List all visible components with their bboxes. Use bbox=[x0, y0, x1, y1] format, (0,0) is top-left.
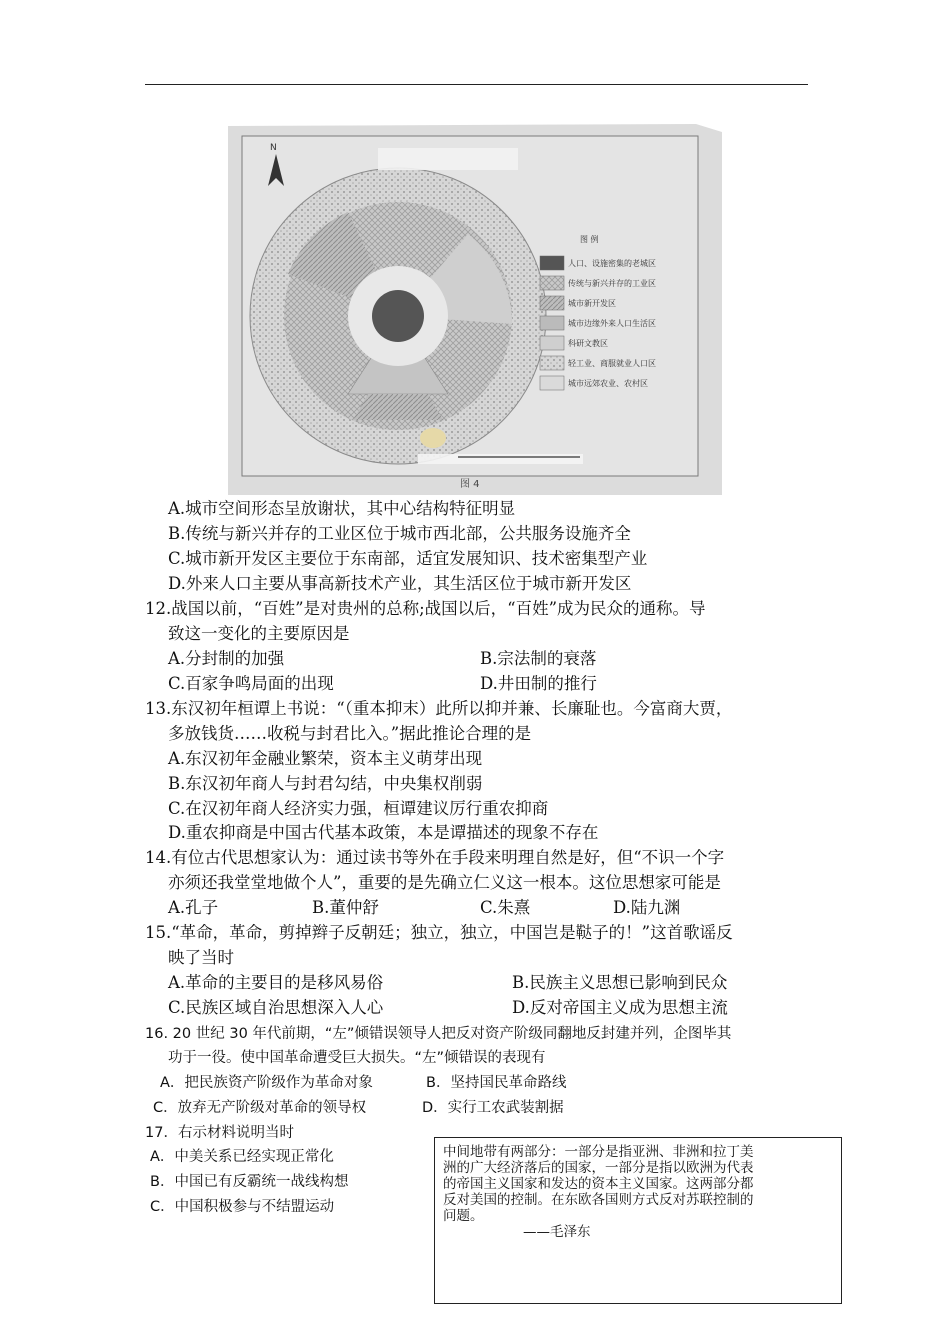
material-quote-box bbox=[434, 1137, 842, 1304]
q13-option-a: A.东汉初年金融业繁荣，资本主义萌芽出现 bbox=[168, 749, 483, 768]
q15-option-a: A.革命的主要目的是移风易俗 bbox=[168, 973, 384, 992]
header-rule bbox=[145, 84, 808, 85]
q14-stem-line1: 14.有位古代思想家认为：通过读书等外在手段来明理自然是好，但“不识一个字 bbox=[145, 848, 725, 867]
figure-caption: 图 4 bbox=[460, 479, 480, 490]
q12-option-d: D.井田制的推行 bbox=[480, 674, 597, 693]
q16-stem-line1: 16. 20 世纪 30 年代前期，“左”倾错误领导人把反对资产阶级同翻地反封建并列，企图毕其 bbox=[145, 1026, 732, 1042]
q13-stem-line2: 多放钱货……收税与封君比入。”据此推论合理的是 bbox=[168, 724, 532, 743]
q13-option-c: C.在汉初年商人经济实力强，桓谭建议厉行重农抑商 bbox=[168, 799, 549, 818]
quote-line-2: 洲的广大经济落后的国家，一部分是指以欧洲为代表 bbox=[443, 1160, 754, 1176]
q12-option-a: A.分封制的加强 bbox=[168, 649, 285, 668]
q14-stem-line2: 亦须还我堂堂地做个人”，重要的是先确立仁义这一根本。这位思想家可能是 bbox=[168, 873, 721, 892]
q12-stem-line1: 12.战国以前，“百姓”是对贵州的总称;战国以后，“百姓”成为民众的通称。导 bbox=[145, 599, 706, 618]
q12-option-c: C.百家争鸣局面的出现 bbox=[168, 674, 334, 693]
q17-option-b: B．中国已有反霸统一战线构想 bbox=[150, 1174, 349, 1190]
legend-item-3: 城市新开发区 bbox=[568, 299, 616, 308]
quote-line-4: 反对美国的控制。在东欧各国则方式反对苏联控制的 bbox=[443, 1192, 754, 1208]
q16-stem-line2: 功于一役。使中国革命遭受巨大损失。“左”倾错误的表现有 bbox=[168, 1050, 546, 1066]
quote-line-1: 中间地带有两部分：一部分是指亚洲、非洲和拉丁美 bbox=[443, 1144, 754, 1160]
zone-old-city bbox=[372, 290, 424, 342]
legend-title: 图 例 bbox=[580, 235, 599, 244]
q15-stem-line2: 映了当时 bbox=[168, 948, 234, 967]
q14-option-a: A.孔子 bbox=[168, 898, 219, 917]
q17-option-c: C．中国积极参与不结盟运动 bbox=[150, 1199, 335, 1215]
q14-option-d: D.陆九渊 bbox=[613, 898, 681, 917]
q11-option-a: A.城市空间形态呈放谢状，其中心结构特征明显 bbox=[168, 499, 516, 518]
zone-patch bbox=[420, 428, 446, 448]
q15-option-b: B.民族主义思想已影响到民众 bbox=[512, 973, 728, 992]
q15-option-d: D.反对帝国主义成为思想主流 bbox=[512, 998, 728, 1017]
q16-option-a: A．把民族资产阶级作为革命对象 bbox=[160, 1075, 373, 1091]
legend-item-1: 人口、设施密集的老城区 bbox=[568, 259, 656, 268]
q17-stem: 17．右示材料说明当时 bbox=[145, 1125, 294, 1141]
legend-item-5: 科研文教区 bbox=[568, 339, 608, 348]
legend-item-7: 城市远郊农业、农村区 bbox=[568, 379, 648, 388]
q16-option-b: B．坚持国民革命路线 bbox=[426, 1075, 567, 1091]
zone-migrant-living bbox=[353, 394, 443, 420]
q11-option-c: C.城市新开发区主要位于东南部，适宜发展知识、技术密集型产业 bbox=[168, 549, 648, 568]
q13-option-b: B.东汉初年商人与封君勾结，中央集权削弱 bbox=[168, 774, 483, 793]
legend-item-2: 传统与新兴并存的工业区 bbox=[568, 279, 656, 288]
quote-source: ——毛泽东 bbox=[523, 1224, 591, 1240]
q13-option-d: D.重农抑商是中国古代基本政策，本是谭描述的现象不存在 bbox=[168, 823, 599, 842]
q14-option-b: B.董仲舒 bbox=[312, 898, 379, 917]
q11-option-b: B.传统与新兴并存的工业区位于城市西北部，公共服务设施齐全 bbox=[168, 524, 631, 543]
q12-stem-line2: 致这一变化的主要原因是 bbox=[168, 624, 350, 643]
q15-stem-line1: 15.“革命，革命，剪掉辫子反朝廷；独立，独立，中国岂是鞑子的！”这首歌谣反 bbox=[145, 923, 733, 942]
quote-line-3: 的帝国主义国家和发达的资本主义国家。这两部分都 bbox=[443, 1176, 754, 1192]
q15-option-c: C.民族区域自治思想深入人心 bbox=[168, 998, 384, 1017]
legend-item-4: 城市边缘外来人口生活区 bbox=[568, 319, 656, 328]
city-zone-map-figure bbox=[228, 124, 722, 495]
city-zone-map bbox=[228, 124, 722, 495]
q17-option-a: A．中美关系已经实现正常化 bbox=[150, 1149, 334, 1165]
north-label: N bbox=[270, 143, 277, 153]
q16-option-d: D．实行工农武装割据 bbox=[422, 1100, 564, 1116]
legend-item-6: 轻工业、商服就业人口区 bbox=[568, 359, 656, 368]
q14-option-c: C.朱熹 bbox=[480, 898, 531, 917]
q12-option-b: B.宗法制的衰落 bbox=[480, 649, 597, 668]
q13-stem-line1: 13.东汉初年桓谭上书说：“（重本抑末）此所以抑并兼、长廉耻也。今富商大贾， bbox=[145, 699, 733, 718]
q11-option-d: D.外来人口主要从事高新技术产业，其生活区位于城市新开发区 bbox=[168, 574, 632, 593]
quote-line-5: 问题。 bbox=[443, 1208, 484, 1224]
q16-option-c: C．放弃无产阶级对革命的领导权 bbox=[153, 1100, 367, 1116]
